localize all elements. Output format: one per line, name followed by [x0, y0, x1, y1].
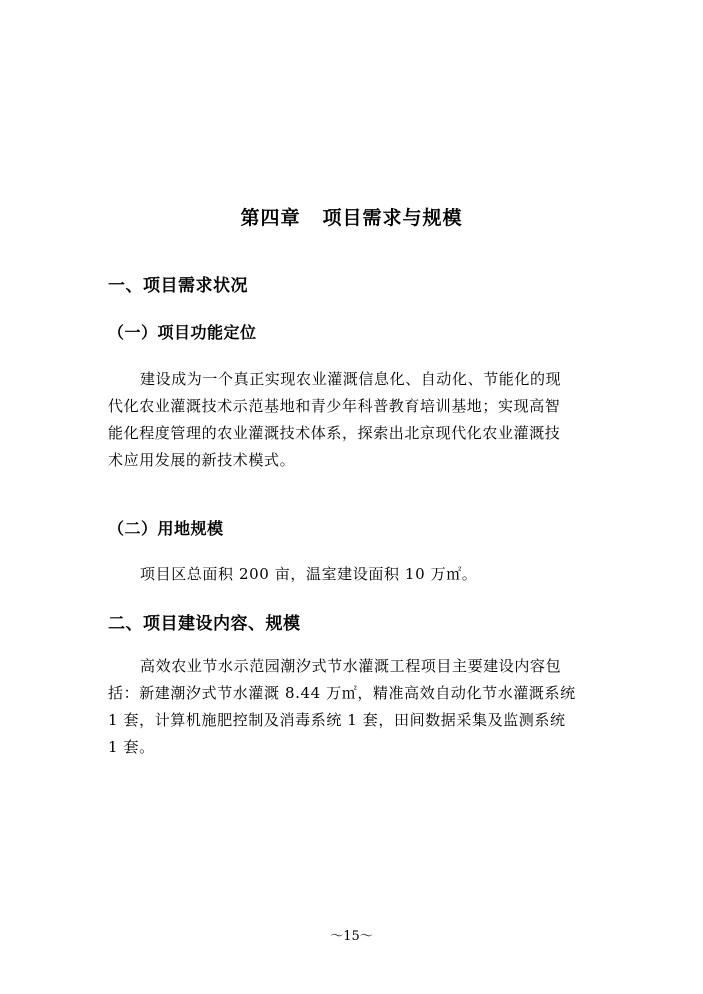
paragraph-construction-content [108, 653, 600, 761]
section-heading-2: 二、项目建设内容、规模 [108, 614, 301, 634]
chapter-name: 项目需求与规模 [322, 207, 463, 229]
paragraph-line: 项目区总面积 200 亩，温室建设面积 10 万㎡。 [140, 565, 478, 583]
subsection-heading-function: （一）项目功能定位 [108, 323, 257, 342]
paragraph-line: 能化程度管理的农业灌溉技术体系，探索出北京现代化农业灌溉技 [108, 424, 561, 442]
paragraph-line: 代化农业灌溉技术示范基地和青少年科普教育培训基地；实现高智 [108, 397, 561, 415]
paragraph-function-positioning [108, 366, 600, 474]
chapter-title [0, 203, 703, 230]
paragraph-line: 建设成为一个真正实现农业灌溉信息化、自动化、节能化的现 [140, 370, 562, 388]
paragraph-land-scale [108, 561, 600, 588]
paragraph-line: 1 套。 [108, 738, 155, 756]
page-number: ～15～ [330, 929, 373, 944]
section-heading-1: 一、项目需求状况 [108, 276, 248, 296]
subsection-heading-land-scale: （二）用地规模 [108, 519, 224, 538]
paragraph-line: 术应用发展的新技术模式。 [108, 451, 296, 469]
paragraph-line: 高效农业节水示范园潮汐式节水灌溉工程项目主要建设内容包 [140, 657, 562, 675]
paragraph-line: 1 套，计算机施肥控制及消毒系统 1 套，田间数据采集及监测系统 [108, 711, 566, 729]
paragraph-line: 括：新建潮汐式节水灌溉 8.44 万㎡，精准高效自动化节水灌溉系统 [108, 684, 576, 702]
chapter-number: 第四章 [240, 207, 301, 229]
